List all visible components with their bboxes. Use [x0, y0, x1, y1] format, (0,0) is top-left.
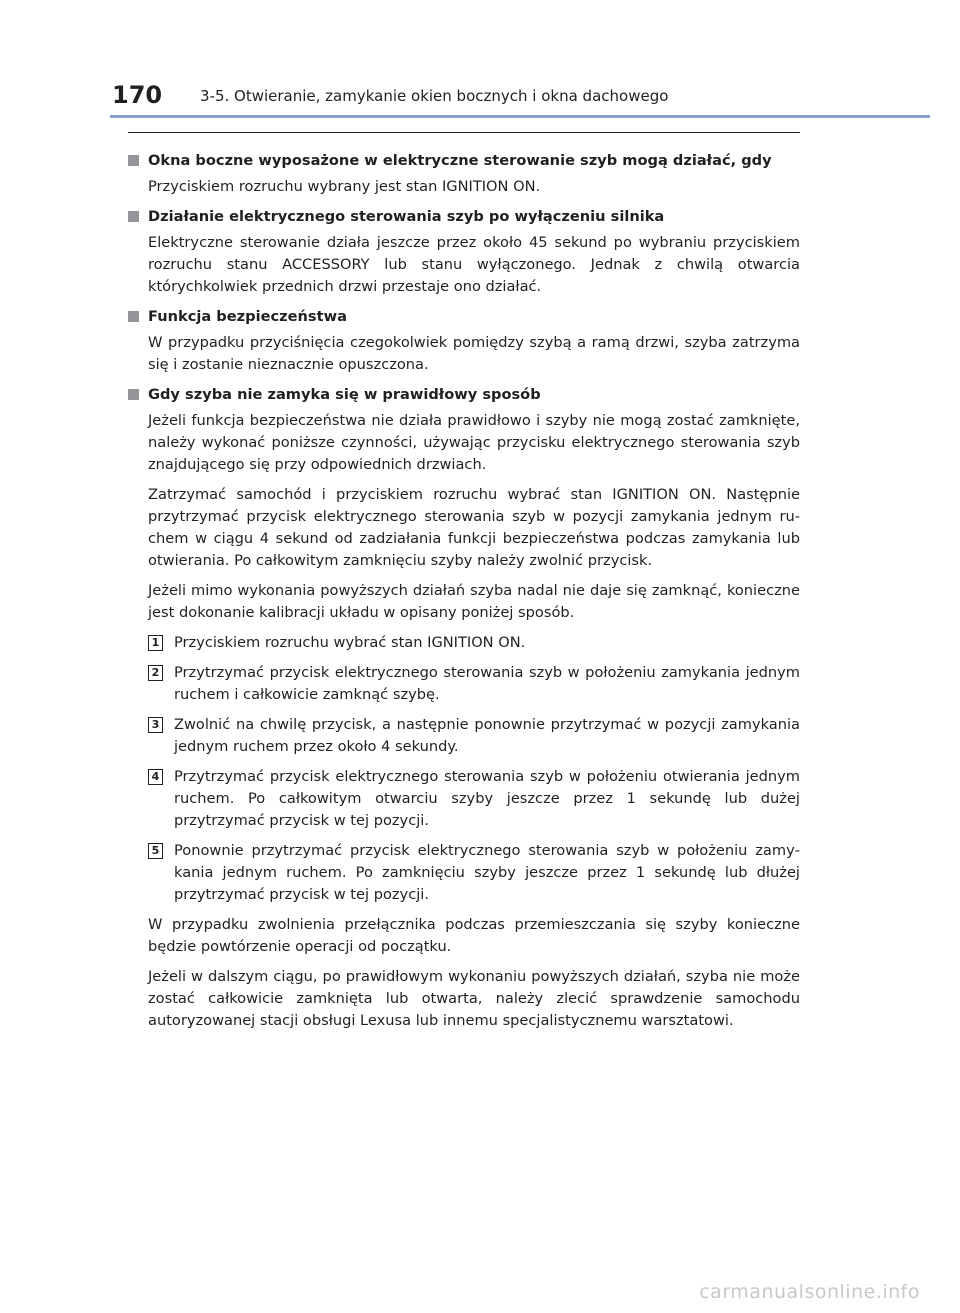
section-heading: [128, 206, 800, 228]
step-number-badge: 4: [148, 769, 163, 785]
section-heading-text: Działanie elektrycznego sterowania szyb po wyłączeniu silnika: [148, 208, 665, 225]
section-heading: [128, 306, 800, 328]
step-item: [148, 662, 800, 706]
step-item: [148, 766, 800, 832]
section-heading-text: Gdy szyba nie zamyka się w prawidłowy sposób: [148, 386, 541, 403]
step-number-badge: 2: [148, 665, 163, 681]
page-number: 170: [112, 81, 163, 109]
page-content: [128, 146, 800, 1040]
paragraph: Przyciskiem rozruchu wybrany jest stan IGNITION ON.: [148, 178, 541, 195]
step-text: Przytrzymać przycisk elektrycznego sterowania szyb w położeniu otwierania jednym ruchem. Po całkowitym otwarciu szyby jeszcze przez 1 sekundę lub dużej przytrzymać przycisk w tej pozycji.: [174, 768, 800, 829]
step-text: Ponownie przytrzymać przycisk elektrycznego sterowania szyb w położeniu zamykania jednym ruchem. Po zamknięciu szyby jeszcze przez 1 sekundę lub dłużej przytrzymać przycisk w tej pozycji.: [174, 842, 800, 903]
step-text: Przytrzymać przycisk elektrycznego sterowania szyb w położeniu zamykania jednym ruchem i całkowicie zamknąć szybę.: [174, 664, 800, 703]
square-bullet-icon: [128, 311, 139, 322]
section-heading: [128, 384, 800, 406]
step-item: [148, 840, 800, 906]
step-number-badge: 3: [148, 717, 163, 733]
header-rule: [110, 115, 930, 118]
step-number-badge: 5: [148, 843, 163, 859]
chapter-title: 3-5. Otwieranie, zamykanie okien bocznych i okna dachowego: [200, 87, 669, 105]
section-heading-text: Okna boczne wyposażone w elektryczne sterowanie szyb mogą działać, gdy: [148, 152, 772, 169]
section-heading: [128, 150, 800, 172]
step-text: Zwolnić na chwilę przycisk, a następnie ponownie przytrzymać w pozycji zamykania jednym ruchem przez około 4 sekundy.: [174, 716, 800, 755]
square-bullet-icon: [128, 155, 139, 166]
step-number-badge: 1: [148, 635, 163, 651]
paragraph: W przypadku przyciśnięcia czegokolwiek pomiędzy szybą a ramą drzwi, szyba zatrzyma się i zostanie nieznacznie opuszczona.: [148, 334, 800, 373]
footer-watermark: carmanualsonline.info: [699, 1281, 920, 1303]
step-item: [148, 714, 800, 758]
square-bullet-icon: [128, 389, 139, 400]
section-heading-text: Funkcja bezpieczeństwa: [148, 308, 347, 325]
step-text: Przyciskiem rozruchu wybrać stan IGNITION ON.: [174, 634, 526, 651]
step-item: [148, 632, 800, 654]
content-top-rule: [128, 132, 800, 133]
paragraph: Jeżeli w dalszym ciągu, po prawidłowym wykonaniu powyższych działań, szyba nie może zostać całkowicie zamknięta lub otwarta, należy zlecić sprawdzenie samochodu autoryzowanej stacji obsługi Lexusa lub innemu specjalistycznemu warsztatowi.: [148, 968, 800, 1029]
paragraph: W przypadku zwolnienia przełącznika podczas przemieszczania się szyby konieczne będzie powtórzenie operacji od początku.: [148, 916, 800, 955]
square-bullet-icon: [128, 211, 139, 222]
paragraph: Elektryczne sterowanie działa jeszcze przez około 45 sekund po wybraniu przyciskiem rozruchu stanu ACCESSORY lub stanu wyłączonego. Jednak z chwilą otwarcia którychkolwiek przednich drzwi przestaje ono działać.: [148, 234, 800, 295]
paragraph: Zatrzymać samochód i przyciskiem rozruchu wybrać stan IGNITION ON. Następnie przytrzymać przycisk elektrycznego sterowania szyb w pozycji zamykania jednym ruchem w ciągu 4 sekund od zadziałania funkcji bezpieczeństwa podczas zamykania lub otwierania. Po całkowitym zamknięciu szyby należy zwolnić przycisk.: [148, 486, 800, 569]
paragraph: Jeżeli funkcja bezpieczeństwa nie działa prawidłowo i szyby nie mogą zostać zamknięte, należy wykonać poniższe czynności, używając przycisku elektrycznego sterowania szyb znajdującego się przy odpowiednich drzwiach.: [148, 412, 800, 473]
paragraph: Jeżeli mimo wykonania powyższych działań szyba nadal nie daje się zamknąć, konieczne jest dokonanie kalibracji układu w opisany poniżej sposób.: [148, 582, 800, 621]
